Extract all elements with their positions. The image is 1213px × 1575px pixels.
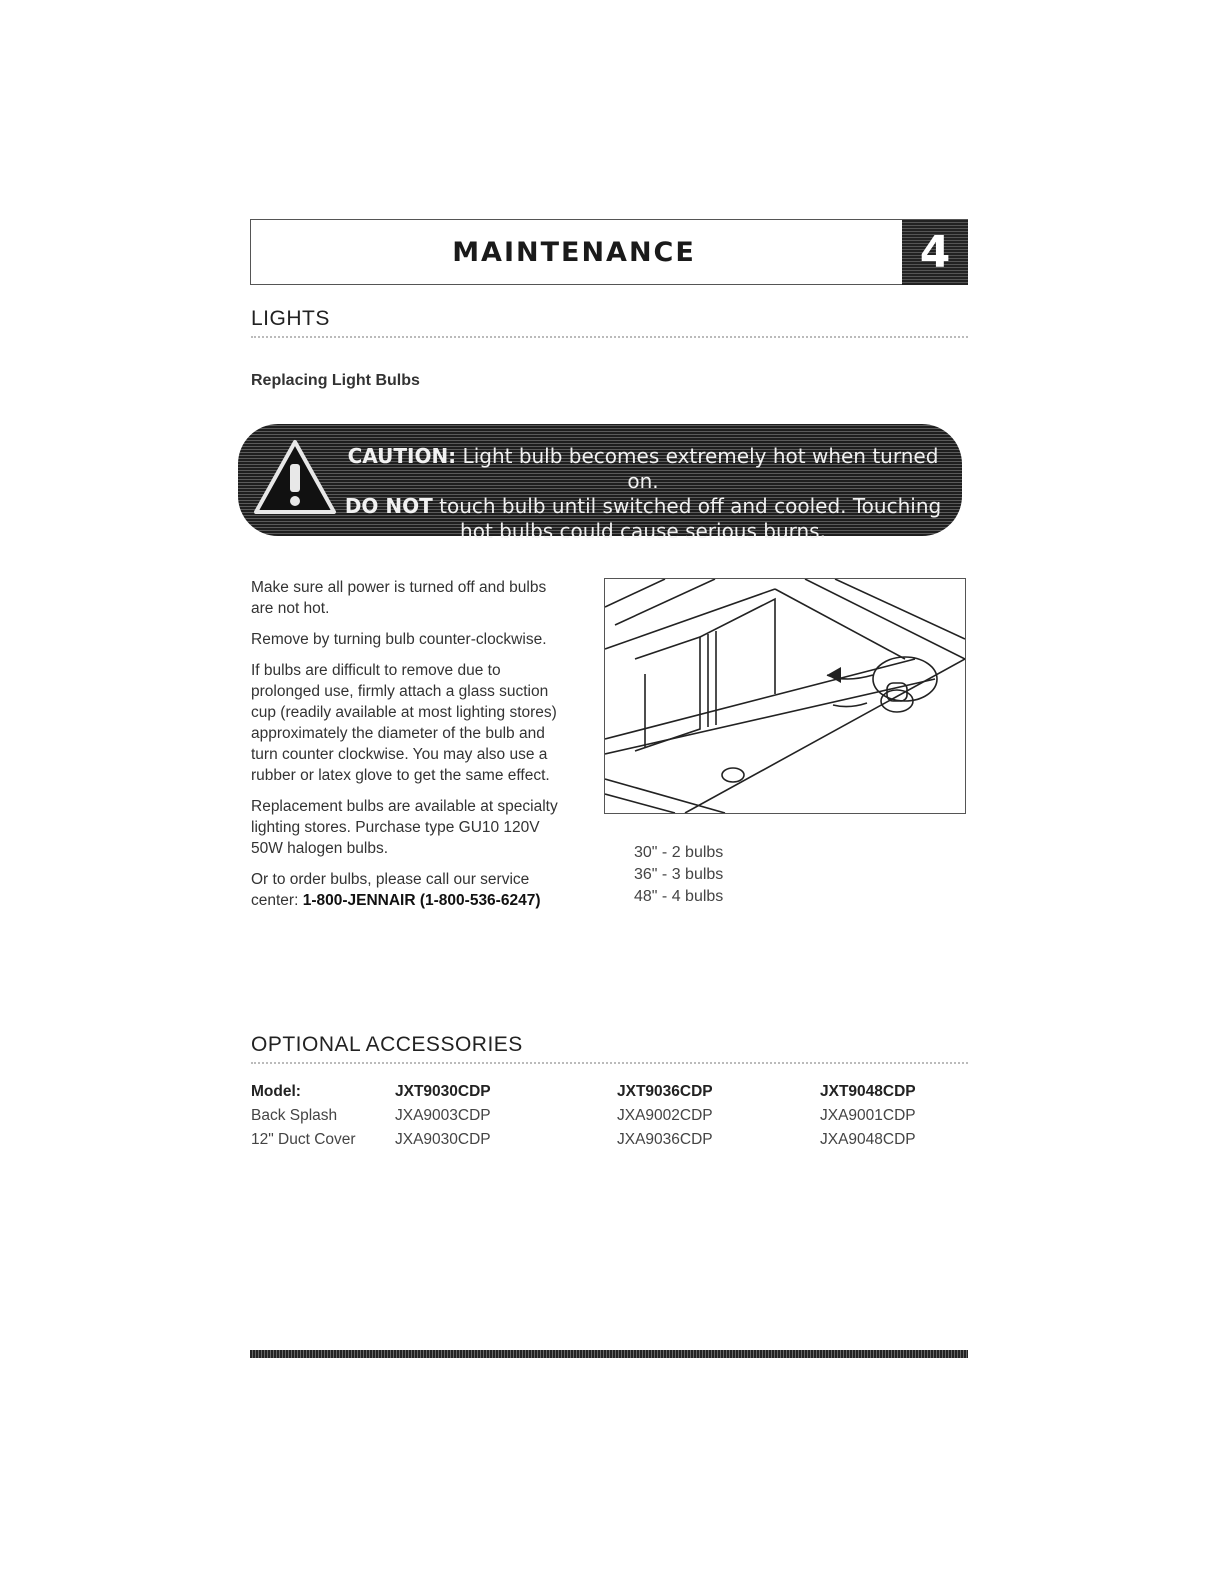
footer-rule [250,1350,968,1358]
chapter-number-tab: 4 [902,219,968,285]
subheading-replacing-bulbs: Replacing Light Bulbs [251,372,420,389]
table-cell: JXA9002CDP [617,1107,713,1124]
table-row [251,1104,968,1128]
table-cell: JXA9036CDP [617,1131,713,1148]
table-header-cell: JXT9030CDP [395,1083,491,1100]
bulb-removal-illustration [604,578,966,814]
caution-do-not: DO NOT [344,494,433,518]
service-phone-number: 1-800-JENNAIR (1-800-536-6247) [302,892,541,909]
table-cell: JXA9048CDP [820,1131,916,1148]
section-title-lights: LIGHTS [251,307,330,330]
table-row [251,1128,968,1152]
table-header-cell: JXT9036CDP [617,1083,713,1100]
section-title-accessories: OPTIONAL ACCESSORIES [251,1033,523,1056]
section-divider [251,336,968,338]
instructions-column [251,577,571,921]
caution-line2: touch bulb until switched off and cooled. Touching hot bulbs could cause serious burns. [432,494,942,543]
chapter-title: MAINTENANCE [452,236,696,268]
caution-message [338,444,948,544]
table-header-row [251,1080,968,1104]
order-text: Or to order bulbs, please call our service center: [251,871,530,909]
paragraph-replacement: Replacement bulbs are available at specialty lighting stores. Purchase type GU10 120V 50W halogen bulbs. [251,798,558,857]
caution-label: CAUTION: [347,444,457,468]
table-cell: 12" Duct Cover [251,1131,356,1148]
accessories-table [251,1080,968,1152]
bulb-count-30: 30" - 2 bulbs [634,844,724,861]
paragraph-remove: Remove by turning bulb counter-clockwise. [251,631,547,648]
section-divider [251,1062,968,1064]
caution-banner [238,424,962,543]
paragraph-difficult-removal: If bulbs are difficult to remove due to prolonged use, firmly attach a glass suction cup (readily available at most lighting stores) approximately the diameter of the bulb and turn counter clockwise. You may also use a rubber or latex glove to get the same effect. [251,662,557,784]
bulb-count-48: 48" - 4 bulbs [634,888,724,905]
bulb-count-36: 36" - 3 bulbs [634,866,724,883]
warning-triangle-icon [252,438,338,516]
table-cell: JXA9030CDP [395,1131,491,1148]
caution-line1: Light bulb becomes extremely hot when turned on. [456,444,939,493]
bulb-count-list [634,842,723,908]
hood-underside-drawing [605,579,965,813]
table-header-cell: JXT9048CDP [820,1083,916,1100]
table-cell: JXA9003CDP [395,1107,491,1124]
paragraph-order [251,869,571,911]
paragraph-power-off: Make sure all power is turned off and bulbs are not hot. [251,579,547,617]
table-cell: Back Splash [251,1107,338,1124]
table-header-cell: Model: [251,1083,301,1100]
table-cell: JXA9001CDP [820,1107,916,1124]
chapter-header [250,219,968,285]
